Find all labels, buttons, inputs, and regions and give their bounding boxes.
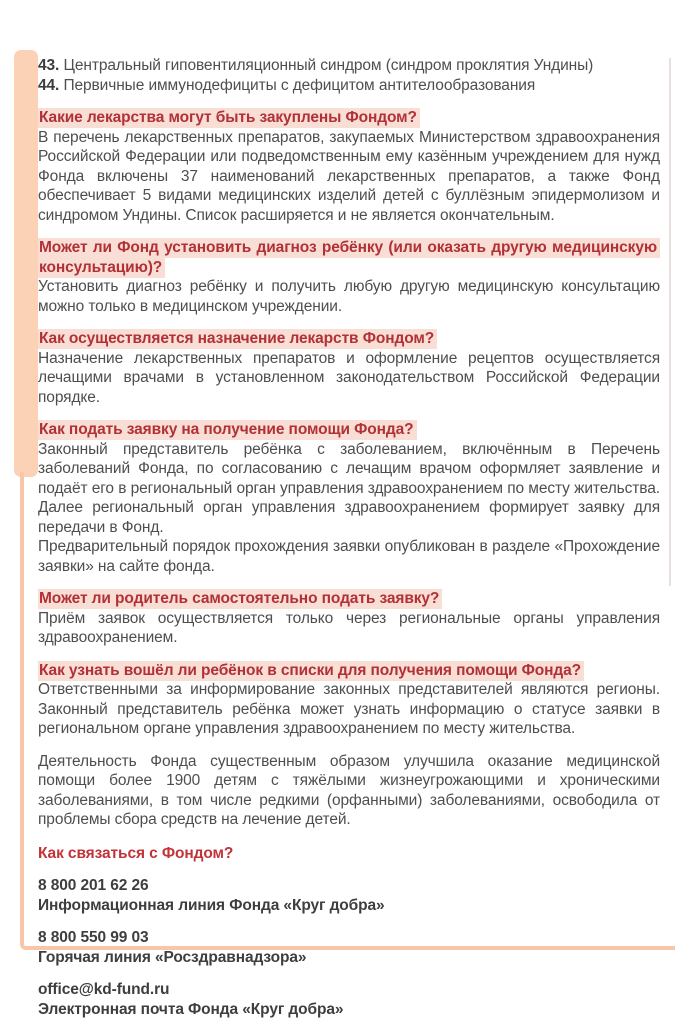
list-item-text: Первичные иммунодефициты с дефицитом антителообразования [63, 77, 535, 94]
section-paragraph: Предварительный порядок прохождения заявки опубликован в разделе «Прохождение заявки» на сайте фонда. [38, 537, 660, 576]
section-heading: Как осуществляется назначение лекарств Фондом? [38, 329, 660, 349]
section-paragraph: В перечень лекарственных препаратов, закупаемых Министерством здравоохранения Российской Федерации или подведомственным ему казённым учреждением для нужд Фонда включены 37 наименований лекарственных препаратов, а также Фонд обеспечивает 5 видами медицинских изделий детей с буллёзным эпидермолизом и синдромом Ундины. Список расширяется и не является окончательным. [38, 128, 660, 226]
section-heading: Может ли родитель самостоятельно подать заявку? [38, 589, 660, 609]
faq-section [38, 661, 660, 739]
contact-entry [38, 980, 660, 1019]
section-paragraph: Приём заявок осуществляется только через региональные органы управления здравоохранением. [38, 609, 660, 648]
list-item-number: 44. [38, 77, 59, 94]
contact-label: Горячая линия «Росздравнадзора» [38, 948, 660, 968]
section-paragraph: Установить диагноз ребёнку и получить любую другую медицинскую консультацию можно только в медицинском учреждении. [38, 277, 660, 316]
contact-label: Информационная линия Фонда «Круг добра» [38, 896, 660, 916]
contact-value: office@kd-fund.ru [38, 980, 660, 1000]
list-item-number: 43. [38, 57, 59, 74]
section-heading: Может ли Фонд установить диагноз ребёнку (или оказать другую медицинскую консультацию)? [38, 238, 660, 277]
section-paragraph: Ответственными за информирование законных представителей являются регионы. Законный представитель ребёнка может узнать информацию о статусе заявки в региональном органе управления здравоохранением по месту жительства. [38, 680, 660, 739]
contact-value: 8 800 550 99 03 [38, 928, 660, 948]
section-heading: Как узнать вошёл ли ребёнок в списки для получения помощи Фонда? [38, 661, 660, 681]
faq-section [38, 329, 660, 407]
list-item [38, 76, 660, 96]
left-accent-bar [14, 50, 38, 477]
faq-section [38, 589, 660, 648]
contact-entry [38, 928, 660, 967]
faq-section [38, 238, 660, 316]
contact-label: Электронная почта Фонда «Круг добра» [38, 1000, 660, 1019]
contact-entry [38, 876, 660, 915]
section-paragraph: Законный представитель ребёнка с заболеванием, включённым в Перечень заболеваний Фонда, по согласованию с лечащим врачом оформляет заявление и подаёт его в региональный орган управления здравоохранением по месту жительства. Далее региональный орган управления здравоохранением формирует заявку для передачи в Фонд. [38, 440, 660, 538]
closing-paragraph: Деятельность Фонда существенным образом улучшила оказание медицинской помощи более 1900 детям с тяжёлыми жизнеугрожающими и хроническими заболеваниями, в том числе редкими (орфанными) заболеваниями, освободила от проблемы сбора средств на лечение детей. [38, 752, 660, 830]
section-heading: Как подать заявку на получение помощи Фонда? [38, 420, 660, 440]
contact-heading: Как связаться с Фондом? [38, 844, 660, 864]
page-edge-line [669, 58, 671, 586]
contact-value: 8 800 201 62 26 [38, 876, 660, 896]
disease-list [38, 56, 660, 95]
list-item [38, 56, 660, 76]
faq-section [38, 420, 660, 576]
section-heading: Какие лекарства могут быть закуплены Фондом? [38, 108, 660, 128]
faq-section [38, 108, 660, 225]
document-page [38, 56, 660, 1019]
section-paragraph: Назначение лекарственных препаратов и оформление рецептов осуществляется лечащими врачами в установленном законодательством Российской Федерации порядке. [38, 349, 660, 408]
list-item-text: Центральный гиповентиляционный синдром (синдром проклятия Ундины) [63, 57, 593, 74]
